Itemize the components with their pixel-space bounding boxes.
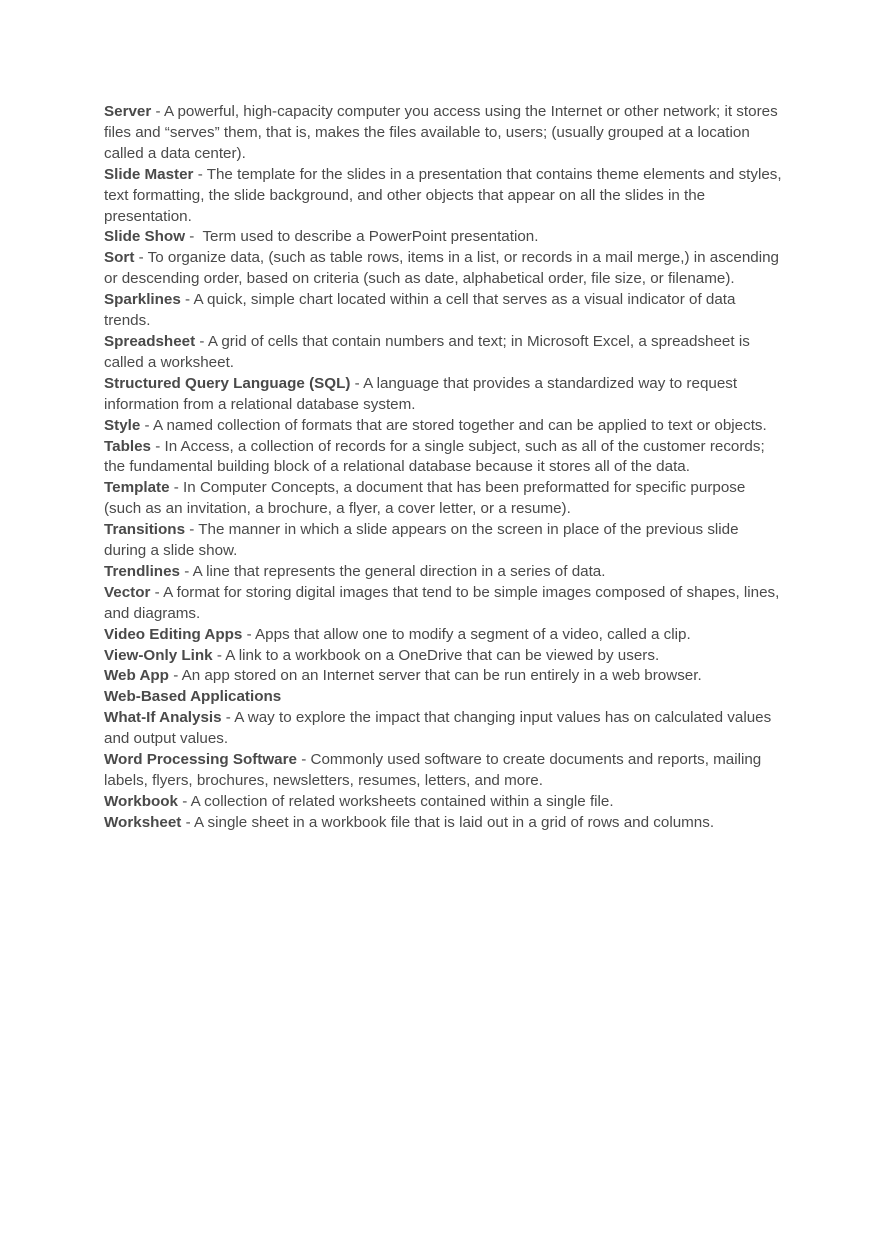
glossary-entry-style bbox=[104, 416, 784, 437]
glossary-term: Spreadsheet bbox=[104, 332, 196, 350]
glossary-entry-worksheet bbox=[104, 813, 784, 834]
glossary-term: Tables bbox=[104, 437, 151, 455]
glossary-term: Sparklines bbox=[104, 291, 181, 309]
glossary-entry-transitions bbox=[104, 520, 784, 562]
glossary-entry-trendlines bbox=[104, 562, 784, 583]
glossary-definition: - To organize data, (such as table rows, items in a list, or records in a mail merge,) in ascending or descending order, based on criteria (such as date, alphabetical order, file size, or filename). bbox=[104, 249, 780, 288]
glossary-term: Vector bbox=[104, 583, 151, 601]
glossary-definition: - A grid of cells that contain numbers and text; in Microsoft Excel, a spreadsheet is called a worksheet. bbox=[104, 332, 750, 371]
glossary-term: Server bbox=[104, 103, 152, 120]
glossary-entry-word-processing-software bbox=[104, 750, 784, 792]
glossary-definition: - A powerful, high-capacity computer you access using the Internet or other network; it stores files and “serves” them, that is, makes the files available to, users; (usually grouped at a location called a data center). bbox=[104, 103, 778, 162]
glossary-term: Slide Master bbox=[104, 165, 194, 183]
glossary-term: What-If Analysis bbox=[104, 709, 222, 727]
glossary-definition: - A way to explore the impact that changing input values has on calculated values and output values. bbox=[104, 709, 772, 748]
glossary-entry-web-app bbox=[104, 666, 784, 687]
glossary-entry-server bbox=[104, 102, 784, 165]
glossary-term: Web-Based Applications bbox=[104, 688, 282, 706]
glossary-definition: - The template for the slides in a presentation that contains theme elements and styles, text formatting, the slide background, and other objects that appear on all the slides in the presentation. bbox=[104, 165, 782, 225]
glossary-entry-view-only-link bbox=[104, 646, 784, 667]
glossary-entry-slide-master bbox=[104, 165, 784, 228]
glossary-entry-sparklines bbox=[104, 290, 784, 332]
glossary-definition: - A language that provides a standardized way to request information from a relational database system. bbox=[104, 374, 738, 413]
glossary-term: Web App bbox=[104, 667, 169, 685]
glossary-entry-sql bbox=[104, 374, 784, 416]
glossary-entry-template bbox=[104, 478, 784, 520]
glossary-definition: - A link to a workbook on a OneDrive that can be viewed by users. bbox=[212, 646, 660, 664]
glossary-entry-vector bbox=[104, 583, 784, 625]
glossary-definition: - Term used to describe a PowerPoint presentation. bbox=[185, 228, 539, 246]
glossary-entry-spreadsheet bbox=[104, 332, 784, 374]
glossary-page bbox=[104, 102, 784, 834]
glossary-definition: - Commonly used software to create documents and reports, mailing labels, flyers, brochures, newsletters, resumes, letters, and more. bbox=[104, 751, 762, 789]
glossary-definition: - A line that represents the general direction in a series of data. bbox=[179, 562, 606, 580]
glossary-term: Video Editing Apps bbox=[104, 625, 243, 643]
glossary-definition: - A single sheet in a workbook file that is laid out in a grid of rows and columns. bbox=[181, 813, 715, 831]
glossary-entry-sort bbox=[104, 248, 784, 290]
glossary-entry-workbook bbox=[104, 792, 784, 813]
glossary-term: Worksheet bbox=[104, 813, 182, 831]
glossary-term: Structured Query Language (SQL) bbox=[104, 374, 351, 392]
glossary-definition: - Apps that allow one to modify a segment of a video, called a clip. bbox=[242, 625, 691, 643]
glossary-definition: - A named collection of formats that are stored together and can be applied to text or objects. bbox=[140, 416, 767, 434]
glossary-definition: - A collection of related worksheets contained within a single file. bbox=[177, 792, 614, 810]
glossary-definition: - In Computer Concepts, a document that has been preformatted for specific purpose (such as an invitation, a brochure, a flyer, a cover letter, or a resume). bbox=[104, 479, 746, 518]
glossary-definition: - A quick, simple chart located within a cell that serves as a visual indicator of data trends. bbox=[104, 291, 736, 330]
glossary-definition: - In Access, a collection of records for a single subject, such as all of the customer records; the fundamental building block of a relational database because it stores all of the data. bbox=[104, 437, 765, 476]
glossary-entry-video-editing-apps bbox=[104, 625, 784, 646]
glossary-term: Sort bbox=[104, 249, 135, 267]
glossary-definition: - A format for storing digital images that tend to be simple images composed of shapes, lines, and diagrams. bbox=[104, 583, 780, 622]
glossary-term: Workbook bbox=[104, 792, 178, 810]
glossary-entry-what-if-analysis bbox=[104, 708, 784, 750]
glossary-entry-web-based-applications bbox=[104, 687, 784, 708]
glossary-term: Slide Show bbox=[104, 228, 186, 246]
glossary-entry-slide-show bbox=[104, 227, 784, 248]
glossary-term: Transitions bbox=[104, 521, 186, 539]
glossary-term: Style bbox=[104, 416, 141, 434]
glossary-term: Template bbox=[104, 479, 170, 497]
glossary-term: View-Only Link bbox=[104, 646, 213, 664]
glossary-term: Trendlines bbox=[104, 562, 180, 580]
glossary-definition: - An app stored on an Internet server that can be run entirely in a web browser. bbox=[168, 667, 702, 685]
glossary-definition: - The manner in which a slide appears on the screen in place of the previous slide during a slide show. bbox=[104, 521, 739, 560]
glossary-entry-tables bbox=[104, 437, 784, 479]
glossary-term: Word Processing Software bbox=[104, 751, 297, 769]
